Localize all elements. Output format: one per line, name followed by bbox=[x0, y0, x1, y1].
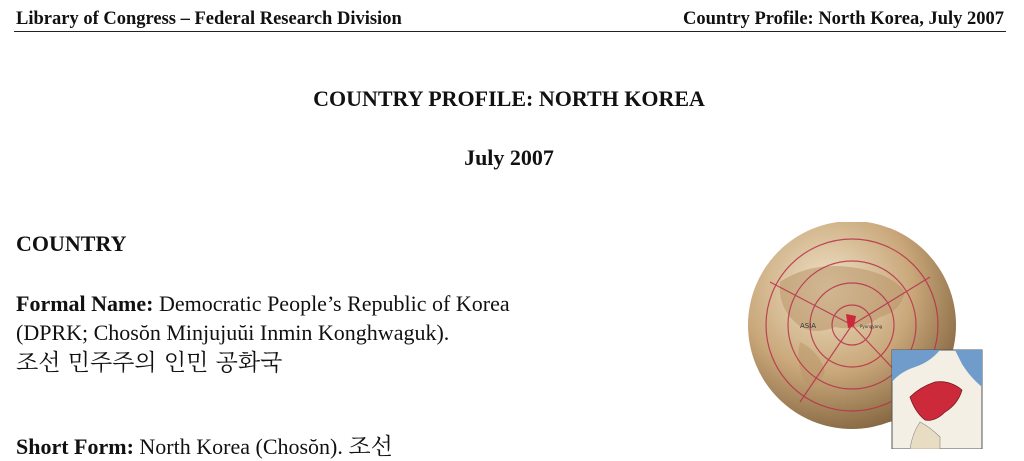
header-source: Library of Congress – Federal Research Division bbox=[16, 9, 402, 29]
running-header bbox=[14, 9, 1006, 32]
short-form-entry bbox=[16, 428, 716, 461]
formal-name-korean: 조선 민주주의 인민 공화국 bbox=[16, 350, 283, 376]
formal-name-entry bbox=[16, 289, 716, 378]
section-heading: COUNTRY bbox=[16, 231, 127, 256]
document-date: July 2007 bbox=[464, 145, 554, 170]
header-document-title: Country Profile: North Korea, July 2007 bbox=[683, 9, 1004, 29]
short-form-label: Short Form: bbox=[16, 434, 134, 459]
globe-locator-map bbox=[740, 222, 990, 449]
document-title: COUNTRY PROFILE: NORTH KOREA bbox=[313, 86, 705, 111]
map-city-label: Pyongyang bbox=[860, 324, 883, 329]
formal-name-value-line2: (DPRK; Chosŏn Minjujuŭi Inmin Konghwaguk). bbox=[16, 320, 450, 345]
short-form-korean: 조선 bbox=[348, 434, 393, 460]
korea-inset-map bbox=[892, 350, 982, 449]
formal-name-value-line1: Democratic People’s Republic of Korea bbox=[153, 291, 510, 316]
map-region-label: ASIA bbox=[800, 322, 817, 330]
short-form-value: North Korea (Chosŏn). bbox=[133, 434, 349, 459]
formal-name-label: Formal Name: bbox=[16, 291, 154, 316]
